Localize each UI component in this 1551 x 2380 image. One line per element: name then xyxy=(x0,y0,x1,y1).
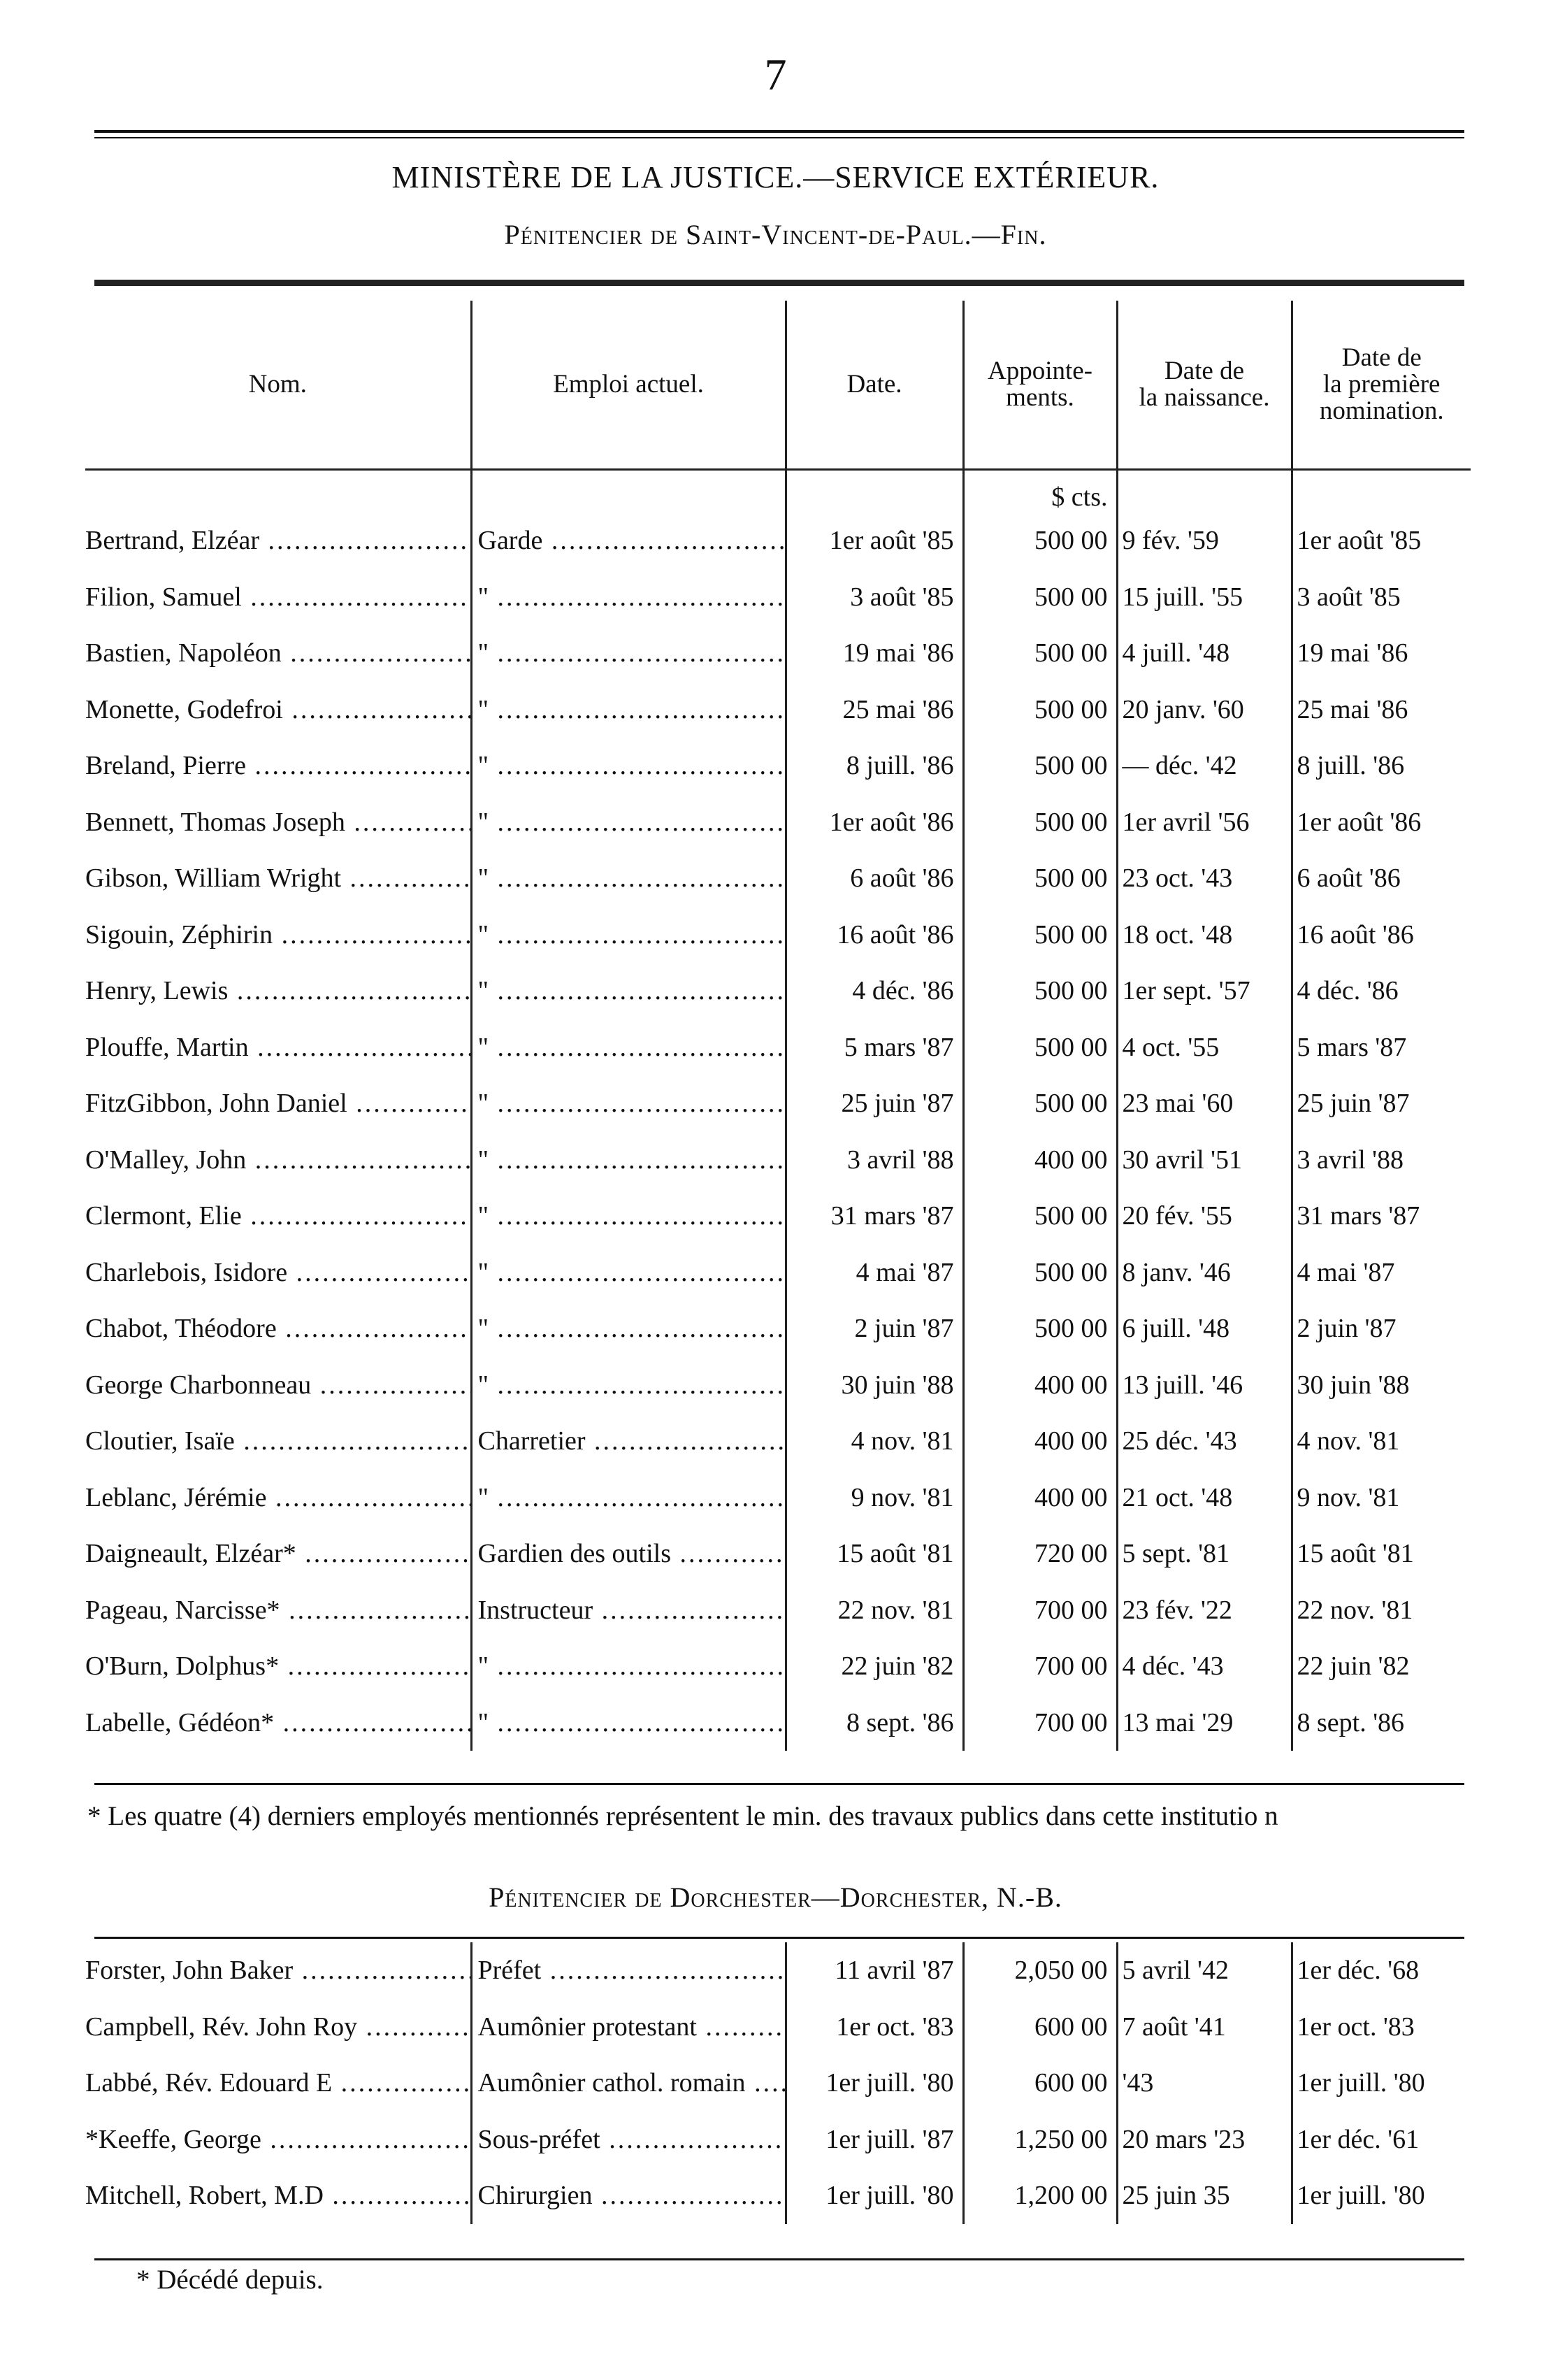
cell-name: Sigouin, Zéphirin ..... xyxy=(85,907,471,963)
cell-first-nomination: 6 août '86 xyxy=(1292,850,1471,907)
cell-date: 1er août '86 xyxy=(786,794,963,851)
cell-birth: 6 juill. '48 xyxy=(1117,1300,1292,1357)
cell-salary: 500 00 xyxy=(963,569,1117,626)
cell-employment: " ..... xyxy=(471,1357,786,1414)
cell-employment: " ..... xyxy=(471,1695,786,1751)
cell-name: Cloutier, Isaïe ..... xyxy=(85,1413,471,1470)
cell-salary: 700 00 xyxy=(963,1695,1117,1751)
cell-name: Chabot, Théodore ..... xyxy=(85,1300,471,1357)
table-row xyxy=(85,1638,1471,1695)
cell-employment: " ..... xyxy=(471,738,786,794)
cell-date: 5 mars '87 xyxy=(786,1019,963,1076)
cell-date: 16 août '86 xyxy=(786,907,963,963)
cell-employment: Chirurgien ..... xyxy=(471,2167,786,2224)
table-row xyxy=(85,794,1471,851)
cell-employment: " ..... xyxy=(471,963,786,1019)
cell-first-nomination: 25 juin '87 xyxy=(1292,1075,1471,1132)
footnote-deceased: * Décédé depuis. xyxy=(136,2265,324,2295)
cell-salary: 500 00 xyxy=(963,1188,1117,1245)
cell-first-nomination: 22 nov. '81 xyxy=(1292,1582,1471,1639)
cell-birth: 4 juill. '48 xyxy=(1117,625,1292,682)
cell-birth: 25 déc. '43 xyxy=(1117,1413,1292,1470)
cell-salary: 400 00 xyxy=(963,1413,1117,1470)
cell-salary: 500 00 xyxy=(963,738,1117,794)
cell-birth: 25 juin 35 xyxy=(1117,2167,1292,2224)
cell-first-nomination: 15 août '81 xyxy=(1292,1526,1471,1582)
cell-name: Mitchell, Robert, M.D ..... xyxy=(85,2167,471,2224)
cell-employment: " ..... xyxy=(471,569,786,626)
cell-first-nomination: 1er juill. '80 xyxy=(1292,2055,1471,2112)
cell-date: 19 mai '86 xyxy=(786,625,963,682)
cell-first-nomination: 4 déc. '86 xyxy=(1292,963,1471,1019)
cell-salary: 400 00 xyxy=(963,1132,1117,1189)
cell-birth: 23 oct. '43 xyxy=(1117,850,1292,907)
cell-salary: 1,200 00 xyxy=(963,2167,1117,2224)
table-row xyxy=(85,1245,1471,1301)
cell-employment: " ..... xyxy=(471,1132,786,1189)
col-birth: Date de la naissance. xyxy=(1117,301,1292,470)
cell-birth: 23 fév. '22 xyxy=(1117,1582,1292,1639)
cell-birth: 1er sept. '57 xyxy=(1117,963,1292,1019)
cell-birth: 8 janv. '46 xyxy=(1117,1245,1292,1301)
cell-date: 22 juin '82 xyxy=(786,1638,963,1695)
cell-date: 9 nov. '81 xyxy=(786,1470,963,1526)
cell-salary: 500 00 xyxy=(963,625,1117,682)
col-employment: Emploi actuel. xyxy=(471,301,786,470)
cell-salary: 500 00 xyxy=(963,1019,1117,1076)
cell-birth: 4 oct. '55 xyxy=(1117,1019,1292,1076)
col-name: Nom. xyxy=(248,370,307,399)
cell-employment: " ..... xyxy=(471,794,786,851)
cell-birth: 20 fév. '55 xyxy=(1117,1188,1292,1245)
top-rule-thin xyxy=(94,137,1464,138)
cell-date: 6 août '86 xyxy=(786,850,963,907)
cell-date: 4 mai '87 xyxy=(786,1245,963,1301)
table-row xyxy=(85,1413,1471,1470)
table-row xyxy=(85,1132,1471,1189)
cell-salary: 500 00 xyxy=(963,512,1117,569)
cell-name: FitzGibbon, John Daniel ..... xyxy=(85,1075,471,1132)
section2-title: Pénitencier de Dorchester—Dorchester, N.-B. xyxy=(489,1881,1062,1913)
currency-row xyxy=(85,470,1471,513)
cell-salary: 400 00 xyxy=(963,1470,1117,1526)
cell-employment: Aumônier protestant ..... xyxy=(471,1999,786,2056)
table-header xyxy=(85,301,1471,470)
cell-name: Bennett, Thomas Joseph ..... xyxy=(85,794,471,851)
cell-date: 11 avril '87 xyxy=(786,1942,963,1999)
cell-first-nomination: 2 juin '87 xyxy=(1292,1300,1471,1357)
cell-name: Labbé, Rév. Edouard E ..... xyxy=(85,2055,471,2112)
cell-date: 1er oct. '83 xyxy=(786,1999,963,2056)
cell-salary: 500 00 xyxy=(963,682,1117,738)
cell-name: Leblanc, Jérémie ..... xyxy=(85,1470,471,1526)
cell-date: 1er juill. '80 xyxy=(786,2055,963,2112)
cell-name: Charlebois, Isidore ..... xyxy=(85,1245,471,1301)
table-row xyxy=(85,1470,1471,1526)
cell-first-nomination: 1er oct. '83 xyxy=(1292,1999,1471,2056)
table-row xyxy=(85,1188,1471,1245)
cell-employment: " ..... xyxy=(471,850,786,907)
col-first-nomination: Date de la première nomination. xyxy=(1292,301,1471,470)
cell-employment: " ..... xyxy=(471,682,786,738)
cell-first-nomination: 8 juill. '86 xyxy=(1292,738,1471,794)
cell-salary: 500 00 xyxy=(963,1075,1117,1132)
cell-salary: 2,050 00 xyxy=(963,1942,1117,1999)
cell-birth: 13 juill. '46 xyxy=(1117,1357,1292,1414)
table-row xyxy=(85,2112,1471,2168)
cell-date: 1er juill. '80 xyxy=(786,2167,963,2224)
cell-first-nomination: 25 mai '86 xyxy=(1292,682,1471,738)
cell-date: 4 déc. '86 xyxy=(786,963,963,1019)
cell-name: *Keeffe, George ..... xyxy=(85,2112,471,2168)
cell-date: 25 mai '86 xyxy=(786,682,963,738)
cell-date: 8 juill. '86 xyxy=(786,738,963,794)
table-row xyxy=(85,1300,1471,1357)
cell-first-nomination: 3 août '85 xyxy=(1292,569,1471,626)
cell-birth: — déc. '42 xyxy=(1117,738,1292,794)
cell-employment: " ..... xyxy=(471,625,786,682)
table-row xyxy=(85,1075,1471,1132)
table-row xyxy=(85,1942,1471,1999)
cell-salary: 1,250 00 xyxy=(963,2112,1117,2168)
cell-date: 4 nov. '81 xyxy=(786,1413,963,1470)
cell-birth: 20 janv. '60 xyxy=(1117,682,1292,738)
cell-birth: 20 mars '23 xyxy=(1117,2112,1292,2168)
table-row xyxy=(85,907,1471,963)
cell-name: O'Malley, John ..... xyxy=(85,1132,471,1189)
cell-date: 3 avril '88 xyxy=(786,1132,963,1189)
cell-first-nomination: 30 juin '88 xyxy=(1292,1357,1471,1414)
cell-birth: 13 mai '29 xyxy=(1117,1695,1292,1751)
cell-employment: " ..... xyxy=(471,1075,786,1132)
cell-name: Henry, Lewis ..... xyxy=(85,963,471,1019)
cell-salary: 700 00 xyxy=(963,1638,1117,1695)
cell-salary: 720 00 xyxy=(963,1526,1117,1582)
section2-rule xyxy=(94,1937,1464,1939)
cell-employment: Garde ..... xyxy=(471,512,786,569)
cell-date: 15 août '81 xyxy=(786,1526,963,1582)
table-row xyxy=(85,512,1471,569)
cell-birth: 18 oct. '48 xyxy=(1117,907,1292,963)
cell-salary: 500 00 xyxy=(963,1245,1117,1301)
cell-employment: " ..... xyxy=(471,1245,786,1301)
table-row xyxy=(85,2167,1471,2224)
cell-first-nomination: 9 nov. '81 xyxy=(1292,1470,1471,1526)
cell-date: 1er août '85 xyxy=(786,512,963,569)
cell-date: 22 nov. '81 xyxy=(786,1582,963,1639)
table-row xyxy=(85,963,1471,1019)
cell-first-nomination: 19 mai '86 xyxy=(1292,625,1471,682)
cell-salary: 700 00 xyxy=(963,1582,1117,1639)
cell-birth: 1er avril '56 xyxy=(1117,794,1292,851)
table-saint-vincent xyxy=(85,301,1471,1751)
cell-name: Forster, John Baker ..... xyxy=(85,1942,471,1999)
cell-employment: Aumônier cathol. romain ..... xyxy=(471,2055,786,2112)
cell-first-nomination: 4 nov. '81 xyxy=(1292,1413,1471,1470)
cell-name: Filion, Samuel ..... xyxy=(85,569,471,626)
table-row xyxy=(85,738,1471,794)
cell-name: Pageau, Narcisse* ..... xyxy=(85,1582,471,1639)
cell-employment: Charretier ..... xyxy=(471,1413,786,1470)
cell-salary: 500 00 xyxy=(963,794,1117,851)
cell-name: Daigneault, Elzéar* ..... xyxy=(85,1526,471,1582)
cell-employment: Gardien des outils ..... xyxy=(471,1526,786,1582)
table-row xyxy=(85,1526,1471,1582)
cell-birth: 7 août '41 xyxy=(1117,1999,1292,2056)
table1-bottom-rule xyxy=(94,1783,1464,1785)
col-salary: Appointe- ments. xyxy=(963,301,1117,470)
cell-first-nomination: 8 sept. '86 xyxy=(1292,1695,1471,1751)
cell-employment: " ..... xyxy=(471,1019,786,1076)
cell-salary: 500 00 xyxy=(963,1300,1117,1357)
cell-employment: Instructeur ..... xyxy=(471,1582,786,1639)
table-row xyxy=(85,1582,1471,1639)
cell-employment: Préfet ..... xyxy=(471,1942,786,1999)
cell-name: Gibson, William Wright ..... xyxy=(85,850,471,907)
table-row xyxy=(85,1019,1471,1076)
table2-bottom-rule xyxy=(94,2258,1464,2260)
cell-birth: 21 oct. '48 xyxy=(1117,1470,1292,1526)
cell-salary: 600 00 xyxy=(963,2055,1117,2112)
cell-birth: 30 avril '51 xyxy=(1117,1132,1292,1189)
cell-date: 25 juin '87 xyxy=(786,1075,963,1132)
table-row xyxy=(85,1357,1471,1414)
cell-first-nomination: 3 avril '88 xyxy=(1292,1132,1471,1189)
cell-first-nomination: 1er déc. '68 xyxy=(1292,1942,1471,1999)
cell-name: Bastien, Napoléon ..... xyxy=(85,625,471,682)
cell-first-nomination: 5 mars '87 xyxy=(1292,1019,1471,1076)
table-row xyxy=(85,850,1471,907)
cell-birth: 5 avril '42 xyxy=(1117,1942,1292,1999)
cell-employment: " ..... xyxy=(471,1300,786,1357)
cell-first-nomination: 31 mars '87 xyxy=(1292,1188,1471,1245)
cell-first-nomination: 1er août '86 xyxy=(1292,794,1471,851)
section1-title: Pénitencier de Saint-Vincent-de-Paul.—Fin. xyxy=(504,219,1047,250)
cell-first-nomination: 4 mai '87 xyxy=(1292,1245,1471,1301)
table-row xyxy=(85,2055,1471,2112)
cell-name: George Charbonneau ..... xyxy=(85,1357,471,1414)
cell-date: 3 août '85 xyxy=(786,569,963,626)
cell-name: Breland, Pierre ..... xyxy=(85,738,471,794)
cell-salary: 400 00 xyxy=(963,1357,1117,1414)
table-row xyxy=(85,1999,1471,2056)
cell-employment: " ..... xyxy=(471,907,786,963)
table-row xyxy=(85,569,1471,626)
cell-name: O'Burn, Dolphus* ..... xyxy=(85,1638,471,1695)
cell-name: Campbell, Rév. John Roy ..... xyxy=(85,1999,471,2056)
footnote-public-works: * Les quatre (4) derniers employés mentionnés représentent le min. des travaux publics dans cette institutio n xyxy=(87,1801,1278,1831)
cell-salary: 600 00 xyxy=(963,1999,1117,2056)
table-row xyxy=(85,1695,1471,1751)
cell-birth: '43 xyxy=(1117,2055,1292,2112)
cell-birth: 15 juill. '55 xyxy=(1117,569,1292,626)
table-dorchester xyxy=(85,1942,1471,2224)
cell-employment: " ..... xyxy=(471,1188,786,1245)
cell-salary: 500 00 xyxy=(963,907,1117,963)
table-row xyxy=(85,682,1471,738)
cell-employment: " ..... xyxy=(471,1638,786,1695)
cell-first-nomination: 1er juill. '80 xyxy=(1292,2167,1471,2224)
top-rule xyxy=(94,130,1464,133)
cell-birth: 5 sept. '81 xyxy=(1117,1526,1292,1582)
cell-birth: 9 fév. '59 xyxy=(1117,512,1292,569)
table-row xyxy=(85,625,1471,682)
cell-salary: 500 00 xyxy=(963,850,1117,907)
cell-name: Clermont, Elie ..... xyxy=(85,1188,471,1245)
cell-name: Plouffe, Martin ..... xyxy=(85,1019,471,1076)
header-thick-rule xyxy=(94,280,1464,286)
col-date: Date. xyxy=(786,301,963,470)
cell-date: 30 juin '88 xyxy=(786,1357,963,1414)
cell-salary: 500 00 xyxy=(963,963,1117,1019)
cell-first-nomination: 22 juin '82 xyxy=(1292,1638,1471,1695)
page-title: MINISTÈRE DE LA JUSTICE.—SERVICE EXTÉRIEUR. xyxy=(391,160,1160,194)
page-number: 7 xyxy=(764,50,787,99)
cell-employment: " ..... xyxy=(471,1470,786,1526)
cell-employment: Sous-préfet ..... xyxy=(471,2112,786,2168)
cell-name: Monette, Godefroi ..... xyxy=(85,682,471,738)
cell-date: 1er juill. '87 xyxy=(786,2112,963,2168)
cell-name: Labelle, Gédéon* ..... xyxy=(85,1695,471,1751)
cell-birth: 23 mai '60 xyxy=(1117,1075,1292,1132)
cell-date: 31 mars '87 xyxy=(786,1188,963,1245)
cell-first-nomination: 1er août '85 xyxy=(1292,512,1471,569)
cell-name: Bertrand, Elzéar ..... xyxy=(85,512,471,569)
cell-date: 2 juin '87 xyxy=(786,1300,963,1357)
currency-label: $ cts. xyxy=(963,470,1117,513)
cell-date: 8 sept. '86 xyxy=(786,1695,963,1751)
cell-birth: 4 déc. '43 xyxy=(1117,1638,1292,1695)
cell-first-nomination: 1er déc. '61 xyxy=(1292,2112,1471,2168)
cell-first-nomination: 16 août '86 xyxy=(1292,907,1471,963)
